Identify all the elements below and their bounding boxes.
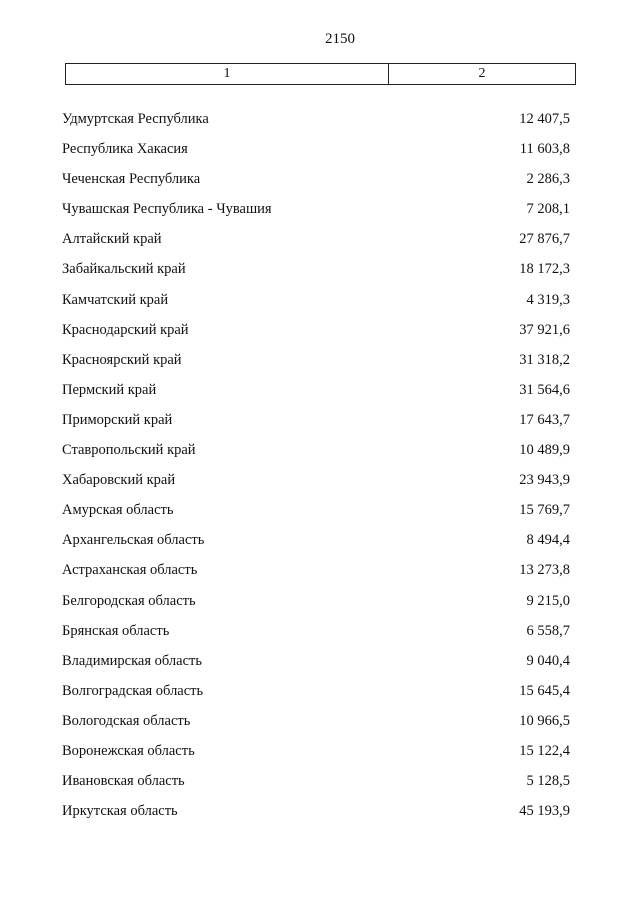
table-row [0, 496, 640, 526]
page-number: 2150 [325, 31, 355, 47]
table-row [0, 647, 640, 677]
region-value: 2 286,3 [526, 171, 570, 188]
table-row [0, 466, 640, 496]
region-value: 11 603,8 [519, 141, 570, 158]
region-value: 12 407,5 [519, 111, 570, 127]
region-value: 15 122,4 [519, 742, 570, 759]
table-row [0, 316, 640, 346]
table-row [0, 797, 640, 827]
region-name: Владимирская область [62, 652, 202, 669]
table-row [0, 105, 640, 135]
table-row [0, 436, 640, 466]
region-name: Республика Хакасия [62, 141, 188, 158]
region-name: Приморский край [62, 411, 173, 428]
region-value: 31 564,6 [519, 381, 570, 398]
region-value: 9 040,4 [526, 652, 570, 669]
region-name: Волгоградская область [62, 682, 204, 699]
table-row [0, 376, 640, 406]
region-value: 7 208,1 [526, 201, 570, 218]
region-name: Вологодская область [62, 712, 191, 729]
column-header-1: 1 [66, 64, 389, 84]
table-row [0, 286, 640, 316]
table-row [0, 225, 640, 255]
region-value: 37 921,6 [519, 321, 570, 338]
region-name: Астраханская область [62, 562, 198, 579]
region-name: Хабаровский край [62, 472, 176, 489]
region-name: Архангельская область [62, 532, 205, 549]
table-row [0, 556, 640, 586]
region-name: Брянская область [62, 622, 170, 639]
region-name: Ивановская область [62, 773, 185, 790]
column-header-2: 2 [478, 66, 486, 81]
region-value: 17 643,7 [519, 411, 570, 428]
region-value: 45 193,9 [519, 803, 570, 820]
region-value: 27 876,7 [519, 231, 570, 248]
region-name: Воронежская область [62, 742, 195, 759]
region-name: Амурская область [62, 502, 174, 519]
region-name: Иркутская область [62, 803, 178, 820]
table-row [0, 406, 640, 436]
region-value: 15 645,4 [519, 682, 570, 699]
region-name: Пермский край [62, 381, 157, 398]
table-row [0, 195, 640, 225]
region-name: Забайкальский край [62, 261, 186, 278]
table-row [0, 707, 640, 737]
region-value: 23 943,9 [519, 472, 570, 489]
table-row [0, 737, 640, 767]
region-name: Чеченская Республика [62, 171, 201, 188]
region-name: Белгородская область [62, 592, 196, 609]
region-value: 10 966,5 [519, 712, 570, 729]
region-value: 13 273,8 [519, 562, 570, 579]
region-value: 15 769,7 [519, 502, 570, 519]
region-value: 5 128,5 [526, 773, 570, 790]
table-row [0, 165, 640, 195]
region-value: 9 215,0 [526, 592, 570, 609]
region-list [0, 105, 640, 827]
region-value: 6 558,7 [526, 622, 570, 639]
region-name: Камчатский край [62, 291, 169, 308]
table-row [0, 346, 640, 376]
region-value: 10 489,9 [519, 442, 570, 459]
region-value: 4 319,3 [526, 291, 570, 308]
region-name: Ставропольский край [62, 442, 196, 459]
region-name: Чувашская Республика - Чувашия [62, 201, 272, 218]
region-name: Красноярский край [62, 351, 182, 368]
table-row [0, 587, 640, 617]
region-value: 18 172,3 [519, 261, 570, 278]
region-name: Удмуртская Республика [62, 111, 209, 127]
region-name: Краснодарский край [62, 321, 189, 338]
region-value: 8 494,4 [526, 532, 570, 549]
table-row [0, 135, 640, 165]
table-row [0, 617, 640, 647]
column-header-table [65, 63, 576, 85]
table-row [0, 677, 640, 707]
region-name: Алтайский край [62, 231, 162, 248]
region-value: 31 318,2 [519, 351, 570, 368]
table-row [0, 767, 640, 797]
table-row [0, 526, 640, 556]
table-row [0, 255, 640, 285]
